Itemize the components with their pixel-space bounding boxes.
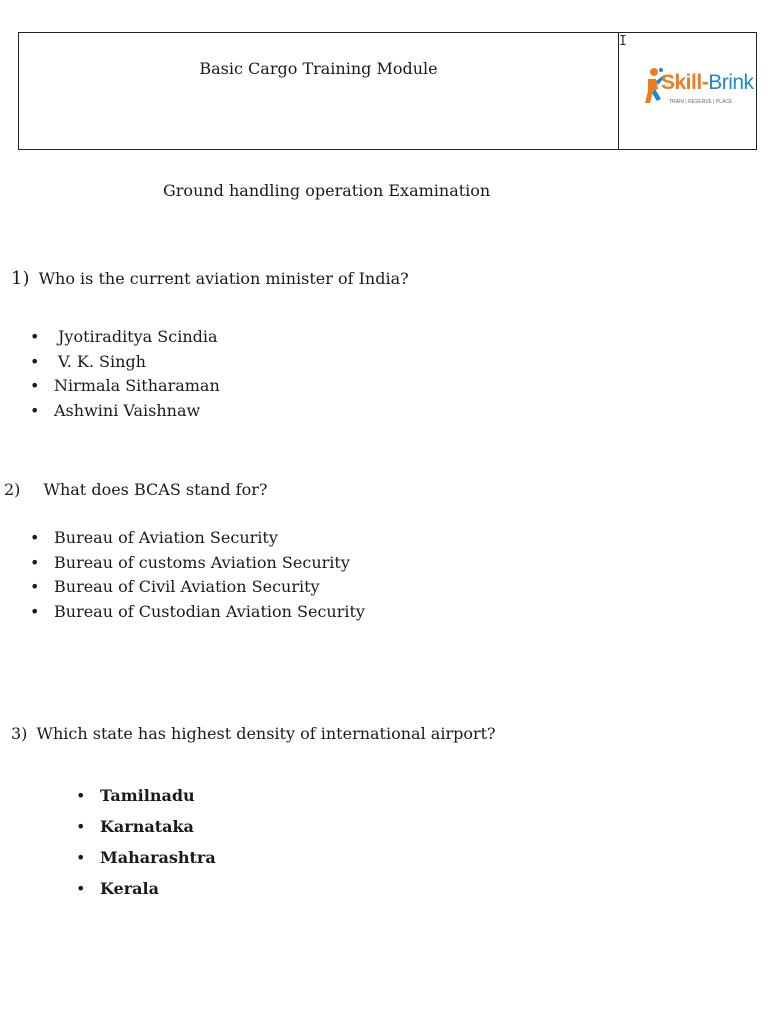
question-3 — [11, 724, 496, 743]
skillbrink-logo — [639, 59, 754, 123]
question-3-options — [100, 784, 216, 908]
list-item: • Nirmala Sitharaman — [54, 374, 220, 399]
question-text: Which state has highest density of international airport? — [36, 724, 496, 743]
list-item: • Karnataka — [100, 815, 216, 846]
question-1 — [11, 268, 409, 289]
list-item: • Kerala — [100, 877, 216, 908]
list-item: • Bureau of Aviation Security — [54, 526, 365, 551]
list-item: • V. K. Singh — [54, 350, 220, 375]
logo-tagline: TRAIN | RESERVE | PLACE — [669, 99, 733, 105]
question-number: 3) — [11, 724, 28, 743]
list-item: • Jyotiraditya Scindia — [54, 325, 220, 350]
header-logo-cell — [619, 33, 756, 149]
list-item: • Tamilnadu — [100, 784, 216, 815]
question-number: 1) — [11, 268, 30, 289]
list-item: • Maharashtra — [100, 846, 216, 877]
question-2 — [4, 480, 267, 499]
question-number: 2) — [4, 480, 21, 499]
question-2-options — [54, 526, 365, 624]
module-title: Basic Cargo Training Module — [199, 59, 438, 78]
list-item: • Bureau of customs Aviation Security — [54, 551, 365, 576]
question-text: Who is the current aviation minister of India? — [38, 269, 409, 288]
text-cursor-icon: I — [619, 34, 627, 49]
document-header — [18, 32, 757, 150]
list-item: • Bureau of Civil Aviation Security — [54, 575, 365, 600]
logo-wordmark: Skill-Brink — [661, 71, 754, 94]
question-text: What does BCAS stand for? — [43, 480, 268, 499]
list-item: • Bureau of Custodian Aviation Security — [54, 600, 365, 625]
list-item: • Ashwini Vaishnaw — [54, 399, 220, 424]
exam-title: Ground handling operation Examination — [163, 181, 491, 200]
question-1-options — [54, 325, 220, 423]
header-title-cell — [19, 33, 619, 149]
